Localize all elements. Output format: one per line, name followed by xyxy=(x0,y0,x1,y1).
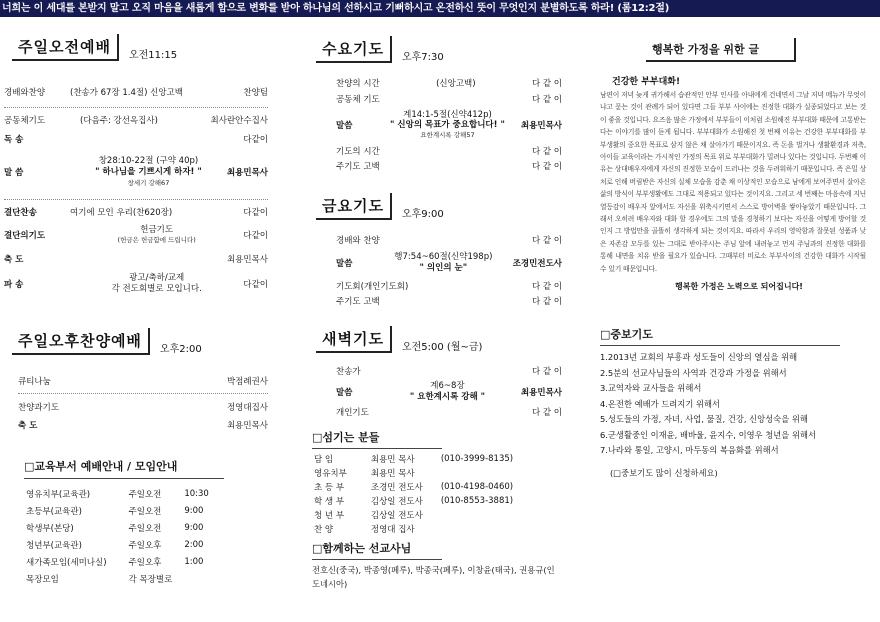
prayer-list xyxy=(600,350,878,459)
education-row: 목장모임 각 목장별로 xyxy=(26,574,173,585)
wednesday-header: 수요기도 오후7:30 xyxy=(316,36,572,63)
order-row: 축 도 최용민목사 xyxy=(4,255,268,265)
prayer-item: 4.온전한 예배가 드려지기 위해서 xyxy=(600,398,721,409)
happy-family-body: 남편이 저녁 늦게 귀가해서 습관적인 안부 인사를 아내에게 건네면서 그날 저녁 메뉴가 무엇이냐고 묻는 것이 관례가 되어 있다면 그들 부부 사이에는 진정한 대화가 실종되었다고 보는 것이 좋을 것입니다. 요즈음 많은 가정에서 부부들이 이처럼 소원해진 부부대화 때문에 고통받는다는 이야기를 많이 듣게 됩니다. 부부대화가 소원해진 첫 번째 이유는 건강한 부부대화를 부부생활의 중요한 목표로 삼지 않은 채 살아가기 때문이지요. 즉 돈을 벌거나 생활환경과 저축, 아이들 교육이라는 가시적인 가정의 목표 위로 부부대화가 밀려나 있다는 것입니다. 두번째 이유는 상대배우자에게 자신의 진정한 모습이 드러나는 것을 두려워하기 때문입니다. 즉 은밀 상처로 인해 버림받은 자신의 실체 모습을 감춘 채 이상적인 모습으로 남에게 보여주면서 살아온 삶의 방식이 부부생활에도 그대로 적용되고 있다는 것이지요. 그리고 세 번째는 마음속에 지닌 열등감이 배우자 앞에서도 자신을 위축시키면서 스스로 방어벽을 쌓아놓았기 때문입니다. 그래서 오히려 배우자와 대화 할 경우에도 그의 말을 경청하기 보다는 자신을 어떻게 방어할 것인지 그 방법만을 골똘히 생각하게 되는 것이지요. 따라서 우리의 영악함과 잘못된 성품과 낮은 자존감 모두를 있는 그대로 받아주시는 주님 앞에 내려놓고 먼저 주님과의 진정한 대화를 통해 내면을 치유 받을 필요가 있습니다. 그때부터 비로소 부부사이의 건강한 대화가 시작될 수 있기 때문입니다. xyxy=(600,91,866,273)
sermon-reference: 창28:10-22절 (구약 40p) xyxy=(98,155,199,166)
order-row: 공동체 기도 다 같 이 xyxy=(336,95,562,105)
order-row: 공동체기도 (다음주: 강선옥집사) 최사란안수집사 xyxy=(4,116,268,126)
sunday-morning-time: 오전11:15 xyxy=(128,50,178,61)
order-row: 기도회(개인기도회) 다 같 이 xyxy=(336,282,562,292)
missionaries-section xyxy=(312,540,560,591)
sermon-row: 말씀 행7:54~60절(신약198p) " 의인의 눈" 조경민전도사 xyxy=(336,252,562,273)
education-row: 청년부(교육관) 주일오후 2:00 xyxy=(26,539,204,551)
missionaries-title: □함께하는 선교사님 xyxy=(312,540,442,560)
order-row: 결단찬송 여기에 모인 우리(찬620장) 다같이 xyxy=(4,208,268,218)
prayer-section xyxy=(600,326,878,479)
sermon-row: 말씀 계14:1-5절(신약412p) " 신앙의 목표가 중요합니다! " 요한계시록 강해57 최용민목사 xyxy=(336,110,562,139)
education-row: 영유치부(교육관) 주일오전 10:30 xyxy=(26,488,209,500)
dawn-order xyxy=(312,363,562,419)
staff-row: 담 임 최용민 목사 (010-3999-8135) xyxy=(314,454,514,465)
order-row: 기도의 시간 다 같 이 xyxy=(336,147,562,157)
order-row: 찬양의 시간 (신앙고백) 다 같 이 xyxy=(336,79,562,89)
prayer-item: 6.군생활중인 이재윤, 배바울, 윤지수, 이영우 청년을 위해서 xyxy=(600,429,816,440)
education-section xyxy=(24,458,224,587)
friday-order xyxy=(312,232,562,308)
sunday-afternoon-header xyxy=(12,328,272,355)
staff-row: 학 생 부 김상일 전도사 (010-8553-3881) xyxy=(314,496,514,507)
sunday-afternoon-order xyxy=(4,371,268,434)
missionaries-list: 전호신(중국), 박종영(페루), 박종국(페루), 이창윤(태국), 권용규(인도네시아) xyxy=(312,565,555,589)
staff-row: 초 등 부 조경민 전도사 (010-4198-0460) xyxy=(314,482,514,493)
sermon-row: 말 씀 창28:10-22절 (구약 40p) " 하나님을 기쁘시게 하자! " 창세기 강해67 최용민목사 xyxy=(4,155,268,187)
prayer-item: 2.5분의 선교사님들의 사역과 건강과 가정을 위해서 xyxy=(600,367,787,378)
sermon-speaker: 최용민목사 xyxy=(226,168,268,178)
sermon-row: 말씀 계6~8장 " 요한계시록 강해 " 최용민목사 xyxy=(336,381,562,402)
prayer-item: 1.2013년 교회의 부흥과 성도들이 신앙의 열심을 위해 xyxy=(600,352,798,363)
order-row: 주기도 고백 다 같 이 xyxy=(336,162,562,172)
staff-section xyxy=(312,429,552,536)
order-row: 개인기도 다 같 이 xyxy=(336,408,562,418)
column-family xyxy=(600,28,878,479)
prayer-note: (□중보기도 많이 신청하세요) xyxy=(610,467,718,478)
order-row: 독 송 다같이 xyxy=(4,135,268,145)
sermon-series: 창세기 강해67 xyxy=(127,178,170,187)
staff-row: 영유치부 최용민 목사 xyxy=(314,469,415,479)
scripture-banner: 너희는 이 세대를 본받지 말고 오직 마음을 새롭게 함으로 변화를 받아 하나님의 선하시고 기뻐하시고 온전하신 뜻이 무엇인지 분별하도록 하라! (롬12:2절) xyxy=(0,0,880,17)
staff-title: □섬기는 분들 xyxy=(312,429,442,449)
column-sunday xyxy=(4,28,272,587)
sunday-afternoon-title: 주일오후찬양예배 xyxy=(12,328,150,355)
happy-family-title: 행복한 가정을 위한 글 xyxy=(646,38,796,62)
order-row: 경배와찬양 (찬송가 67장 1.4절) 신앙고백 찬양팀 xyxy=(4,88,268,98)
order-row: 큐티나눔 박점례권사 xyxy=(18,377,268,387)
happy-family-subtitle: 건강한 부부대화! xyxy=(612,77,681,87)
education-row: 학생부(본당) 주일오전 9:00 xyxy=(26,522,204,534)
order-row: 축 도 최용민목사 xyxy=(18,421,268,431)
sunday-morning-title: 주일오전예배 xyxy=(12,34,119,61)
happy-family-closing: 행복한 가정은 노력으로 되어집니다! xyxy=(675,282,803,292)
sunday-morning-header xyxy=(12,34,272,61)
sunday-afternoon-time: 오후2:00 xyxy=(159,344,202,355)
staff-row: 청 년 부 김상일 전도사 xyxy=(314,511,423,521)
order-row: 경배와 찬양 다 같 이 xyxy=(336,236,562,246)
sunday-morning-order xyxy=(4,83,268,298)
prayer-item: 3.교역자와 교사들을 위해서 xyxy=(600,383,702,394)
prayer-title: □중보기도 xyxy=(600,326,840,346)
sermon-title: " 하나님을 기쁘시게 하자! " xyxy=(95,166,202,177)
education-row: 새가족모임(세미나실) 주일오후 1:00 xyxy=(26,556,204,568)
dawn-header: 새벽기도 오전5:00 (월~금) xyxy=(316,326,572,353)
prayer-item: 5.성도들의 가정, 자녀, 사업, 물질, 건강, 신앙성숙을 위해 xyxy=(600,414,808,425)
order-row: 결단의기도 헌금기도 (헌금은 헌금함에 드립니다) 다같이 xyxy=(4,225,268,244)
dismiss-row: 파 송 광고/축하/교제 각 전도회별로 모입니다. 다같이 xyxy=(4,273,268,294)
friday-header: 금요기도 오후9:00 xyxy=(316,193,572,220)
order-row: 찬양과기도 정영대집사 xyxy=(18,403,268,413)
order-row: 찬송가 다 같 이 xyxy=(336,367,562,377)
staff-row: 찬 양 정영대 집사 xyxy=(314,525,415,535)
wednesday-order xyxy=(312,75,562,173)
staff-table xyxy=(312,452,529,536)
order-row: 주기도 고백 다 같 이 xyxy=(336,297,562,307)
education-table xyxy=(24,485,219,587)
column-prayer-meetings xyxy=(312,28,572,591)
education-row: 초등부(교육관) 주일오전 9:00 xyxy=(26,505,204,517)
education-title: □교육부서 예배안내 / 모임안내 xyxy=(24,458,224,479)
prayer-item: 7.나라와 통일, 고양시, 마두동의 복음화를 위해서 xyxy=(600,445,779,456)
